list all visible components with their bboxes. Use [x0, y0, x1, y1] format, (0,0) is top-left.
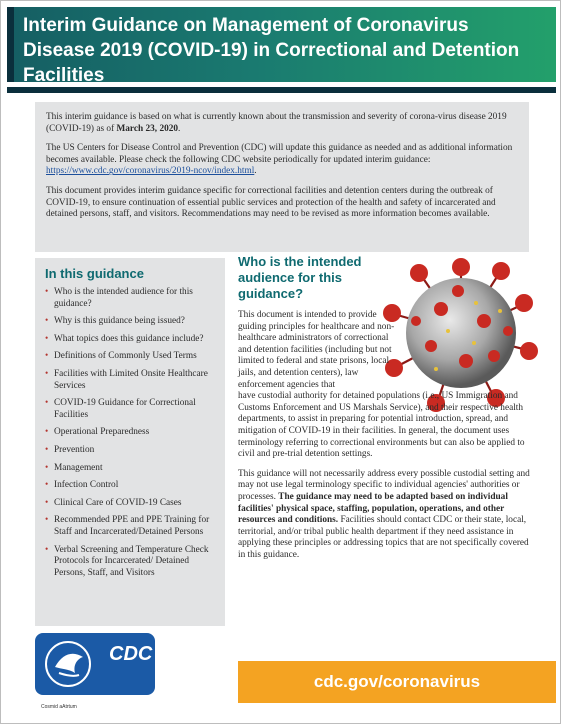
toc-item[interactable]: • Facilities with Limited Onsite Healthcare Services [45, 369, 217, 392]
audience-emphasis: The guidance may need to be adapted based on individual facilities' physical space, staffing, population, operations, and other resources and conditions. [238, 491, 508, 526]
toc-item[interactable]: • Definitions of Commonly Used Terms [45, 351, 217, 363]
intro-date: March 23, 2020 [116, 123, 179, 134]
intro-paragraph-2 [46, 143, 520, 178]
toc-item[interactable]: • Clinical Care of COVID-19 Cases [45, 498, 217, 510]
audience-text-rest: have custodial authority for detained populations (i.e., US Immigration and Customs Enforcement and US Marshals Service), and their respective health departments, to assist in preparing for potential introduction, spread, and mitigation of COVID-19 in their facilities. In general, the document uses terminology referring to correctional environments but can also be applied to civil and pre-trial detention settings. [238, 391, 525, 460]
url-banner[interactable] [238, 661, 556, 703]
audience-text: This guidance will not necessarily address every possible custodial setting and may not use legal terminology specific to individual agencies' authorities or processes. [238, 468, 530, 502]
audience-paragraph-2 [238, 469, 538, 562]
toc-item[interactable]: • Infection Control [45, 480, 217, 492]
toc-item[interactable]: • COVID-19 Guidance for Correctional Facilities [45, 398, 217, 421]
page-title: Interim Guidance on Management of Coronavirus Disease 2019 (COVID-19) in Correctional and Detention Facilities [23, 15, 520, 86]
toc-item[interactable]: • Management [45, 463, 217, 475]
toc-list [45, 287, 217, 579]
hhs-eagle-icon [43, 639, 103, 689]
intro-punct: . [254, 166, 257, 177]
main-content [238, 254, 538, 569]
audience-paragraph-1 [238, 310, 538, 461]
header-divider [7, 87, 556, 93]
toc-item[interactable]: • Recommended PPE and PPE Training for Staff and Incarcerated/Detained Persons [45, 515, 217, 538]
intro-paragraph-3: This document provides interim guidance specific for correctional facilities and detention centers during the outbreak of COVID-19, to ensure continuation of essential public services and protection of the health and safety of incarcerated and detained persons, staff, and visitors. Recommendations may need to be revised as more information becomes available. [46, 185, 496, 220]
toc-sidebar [35, 258, 225, 626]
header-accent-bar [7, 7, 14, 82]
cdc-guidance-link[interactable]: https://www.cdc.gov/coronavirus/2019-ncov/index.html [46, 166, 255, 177]
intro-panel [35, 102, 529, 252]
toc-item[interactable]: • Operational Preparedness [45, 427, 217, 439]
intro-paragraph-1 [46, 112, 520, 135]
hhs-cdc-logo [35, 633, 155, 695]
toc-heading: In this guidance [45, 266, 144, 281]
toc-item[interactable]: • What topics does this guidance include? [45, 334, 217, 346]
toc-item[interactable]: • Who is the intended audience for this guidance? [45, 287, 217, 310]
intro-punct: . [178, 123, 181, 134]
cdc-wordmark: CDC [109, 643, 153, 665]
toc-item[interactable]: • Why is this guidance being issued? [45, 316, 217, 328]
intro-text: The US Centers for Disease Control and Prevention (CDC) will update this guidance as needed and as additional information becomes available. Please check the following CDC website periodically for updated interim guidance: [46, 143, 513, 165]
logo-caption: Cosmid aAtrtum [41, 704, 77, 710]
cdc-coronavirus-url[interactable]: cdc.gov/coronavirus [313, 672, 481, 691]
audience-heading: Who is the intended audience for this guidance? [238, 254, 362, 301]
audience-text: Facilities should contact CDC or their state, local, territorial, and/or tribal public health department if they need assistance in applying these principles or addressing topics that are not specifically covered in this guidance. [238, 515, 529, 560]
audience-text-narrow: This document is intended to provide guiding principles for healthcare and non-healthcare administrators of correctional and detention facilities (including but not limited to federal and state prisons, local jails, and detention centers), law enforcement agencies that [238, 310, 395, 390]
toc-item[interactable]: • Verbal Screening and Temperature Check Protocols for Incarcerated/ Detained Persons, Staff, and Visitors [45, 545, 217, 580]
toc-item[interactable]: • Prevention [45, 445, 217, 457]
intro-text: This interim guidance is based on what is currently known about the transmission and severity of corona-virus disease 2019 (COVID-19) as of [46, 112, 507, 134]
